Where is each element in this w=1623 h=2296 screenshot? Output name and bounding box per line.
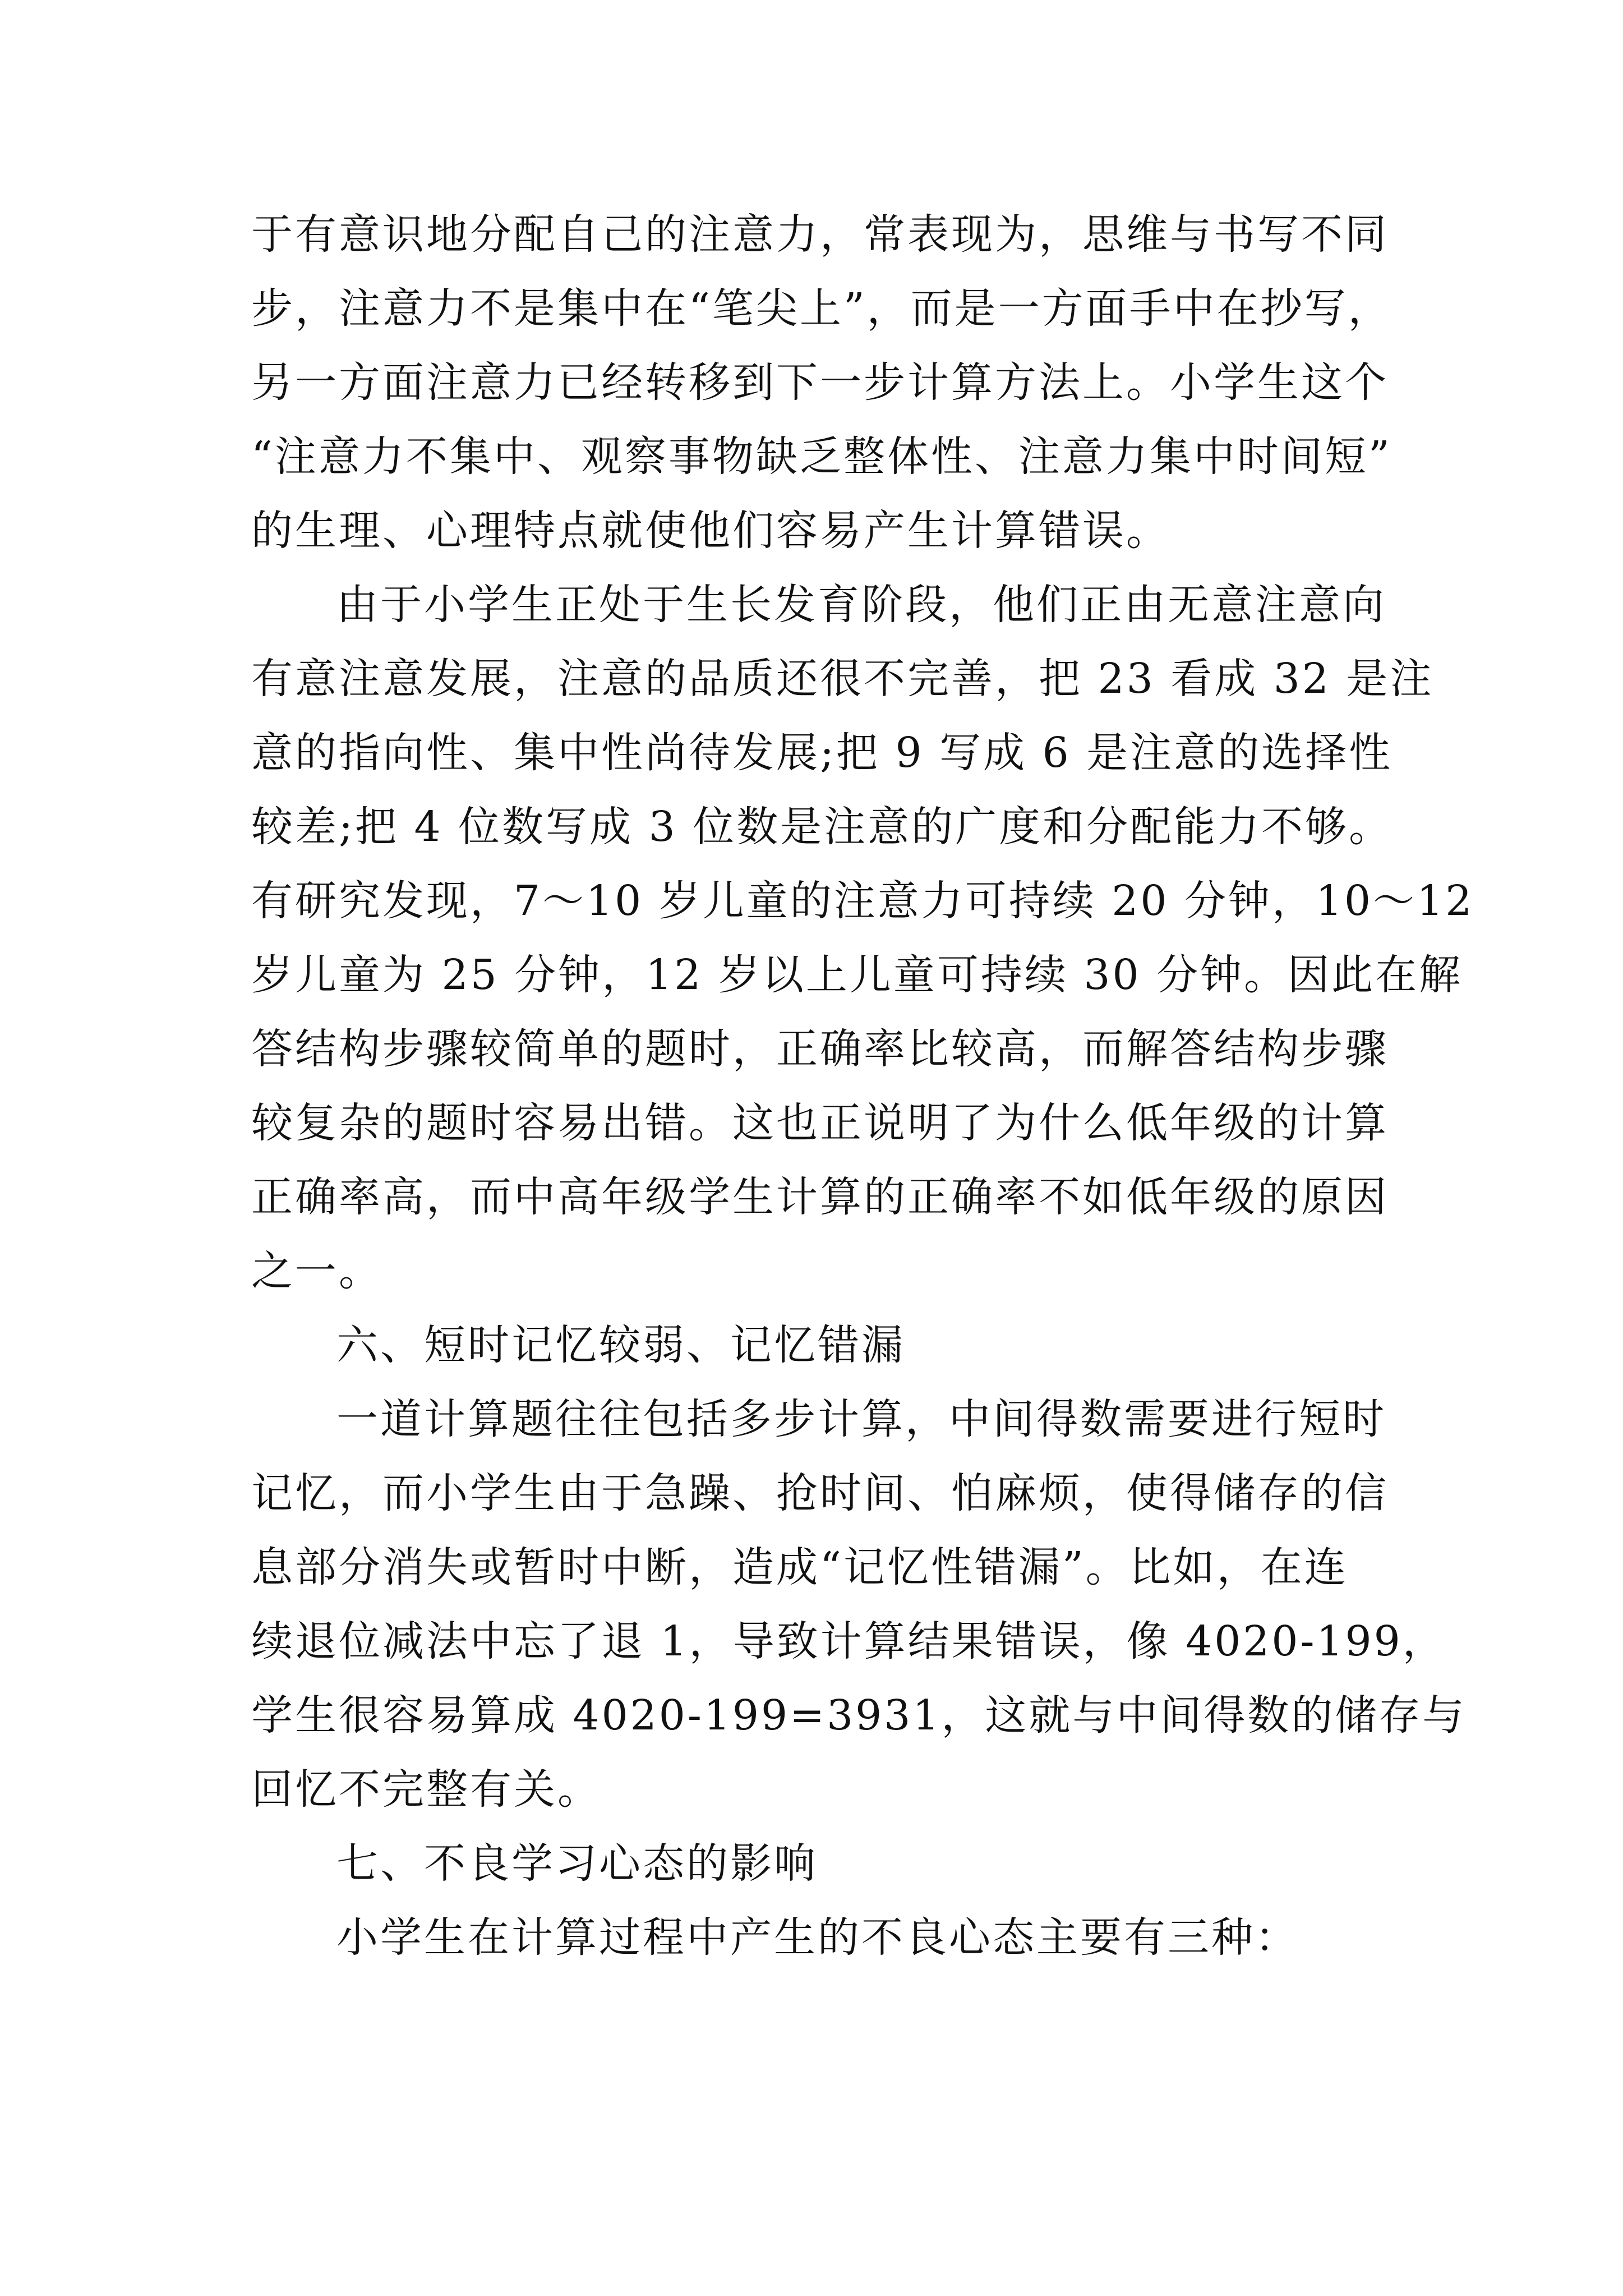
text-line: 学生很容易算成 4020-199=3931，这就与中间得数的储存与 [251, 1691, 1467, 1740]
text-line: 息部分消失或暂时中断，造成“记忆性错漏”。比如，在连 [251, 1543, 1348, 1591]
text-line: 小学生在计算过程中产生的不良心态主要有三种： [336, 1913, 1299, 1962]
text-line: 意的指向性、集中性尚待发展;把 9 写成 6 是注意的选择性 [251, 729, 1393, 777]
text-line: 有意注意发展，注意的品质还很不完善，把 23 看成 32 是注 [251, 655, 1434, 703]
text-line: 续退位减法中忘了退 1，导致计算结果错误，像 4020-199， [251, 1617, 1446, 1665]
text-line: 之一。 [251, 1247, 382, 1295]
text-line: 一道计算题往往包括多步计算，中间得数需要进行短时 [336, 1395, 1386, 1443]
text-line: 六、短时记忆较弱、记忆错漏 [336, 1321, 905, 1369]
text-line: 步，注意力不是集中在“笔尖上”，而是一方面手中在抄写， [251, 284, 1392, 333]
text-line: 另一方面注意力已经转移到下一步计算方法上。小学生这个 [251, 358, 1389, 407]
text-line: “注意力不集中、观察事物缺乏整体性、注意力集中时间短” [251, 432, 1392, 481]
text-line: 七、不良学习心态的影响 [336, 1839, 818, 1888]
text-line: 较复杂的题时容易出错。这也正说明了为什么低年级的计算 [251, 1099, 1389, 1147]
text-line: 答结构步骤较简单的题时，正确率比较高，而解答结构步骤 [251, 1025, 1389, 1073]
text-line: 于有意识地分配自己的注意力，常表现为，思维与书写不同 [251, 210, 1389, 259]
text-line: 岁儿童为 25 分钟，12 岁以上儿童可持续 30 分钟。因此在解 [251, 951, 1463, 999]
body-text [251, 197, 1474, 1975]
text-line: 由于小学生正处于生长发育阶段，他们正由无意注意向 [336, 581, 1386, 629]
text-line: 记忆，而小学生由于急躁、抢时间、怕麻烦，使得储存的信 [251, 1469, 1389, 1517]
text-line: 正确率高，而中高年级学生计算的正确率不如低年级的原因 [251, 1173, 1389, 1221]
text-line: 有研究发现，7～10 岁儿童的注意力可持续 20 分钟，10～12 [251, 877, 1474, 925]
text-line: 的生理、心理特点就使他们容易产生计算错误。 [251, 507, 1170, 555]
text-line: 较差;把 4 位数写成 3 位数是注意的广度和分配能力不够。 [251, 803, 1393, 851]
text-line: 回忆不完整有关。 [251, 1765, 601, 1814]
